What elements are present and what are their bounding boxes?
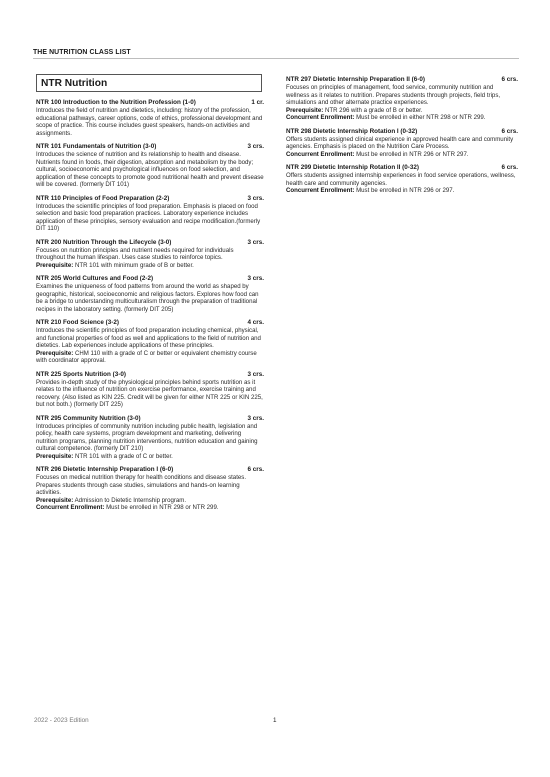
prerequisite-text: CHM 110 with a grade of C or better or equivalent chemistry course with coordinator approval. (36, 349, 257, 364)
prerequisite-label: Prerequisite: (36, 496, 74, 504)
course-ntr-225 (36, 371, 264, 409)
course-ntr-299 (286, 164, 518, 195)
course-description: Introduces principles of community nutrition including public health, legislation and policy, health care systems, program development and marketing, delivering nutrition programs, planning nutrition interventions, nutrition education and gaining cultural competence. (formerly DIT 210) (36, 422, 258, 452)
page-header (33, 49, 519, 59)
prerequisite-label: Prerequisite: (36, 349, 74, 357)
footer-page-number: 1 (273, 717, 277, 724)
course-credits: 3 crs. (247, 275, 264, 282)
course-header (286, 128, 518, 136)
right-column (286, 76, 518, 201)
course-header (36, 275, 264, 283)
prerequisite-text: NTR 101 with a grade of C or better. (73, 452, 173, 460)
course-header (36, 371, 264, 379)
course-header (36, 239, 264, 247)
concurrent-text: Must be enrolled in NTR 296 or NTR 297. (354, 150, 469, 158)
course-title: NTR 297 Dietetic Internship Preparation II (6-0) (286, 76, 425, 83)
course-prerequisite (36, 453, 264, 461)
course-description: Offers students assigned clinical experience in approved health care and community agencies. Emphasis is placed on the Nutrition Care Process. (286, 135, 514, 150)
concurrent-text: Must be enrolled in NTR 298 or NTR 299. (104, 504, 219, 511)
concurrent-text: Must be enrolled in NTR 296 or 297. (354, 187, 455, 194)
course-concurrent-enrollment (286, 151, 518, 159)
course-prerequisite (36, 262, 264, 270)
concurrent-label: Concurrent Enrollment: (286, 150, 355, 158)
course-credits: 6 crs. (501, 127, 518, 135)
course-ntr-101 (36, 143, 264, 189)
section-title: NTR Nutrition (36, 74, 262, 92)
course-description: Offers students assigned internship experiences in food service operations, wellness, health care and community agencies. (286, 172, 516, 187)
course-header (36, 466, 264, 474)
concurrent-text: Must be enrolled in either NTR 298 or NTR 299. (354, 114, 486, 121)
prerequisite-label: Prerequisite: (36, 261, 74, 269)
prerequisite-text: Admission to Dietetic Internship program. (73, 496, 187, 504)
course-ntr-100 (36, 99, 264, 137)
course-concurrent-enrollment (286, 187, 518, 195)
course-header (36, 319, 264, 327)
course-title: NTR 299 Dietetic Internship Rotation II (0-32) (286, 164, 419, 171)
course-concurrent-enrollment (36, 504, 264, 512)
prerequisite-text: NTR 101 with minimum grade of B or better. (73, 261, 194, 269)
course-title: NTR 205 World Cultures and Food (2-2) (36, 275, 154, 282)
course-credits: 6 crs. (501, 76, 518, 83)
course-title: NTR 298 Dietetic Internship Rotation I (0-32) (286, 127, 418, 135)
course-credits: 1 cr. (251, 99, 264, 106)
course-title: NTR 200 Nutrition Through the Lifecycle (3-0) (36, 238, 172, 246)
course-title: NTR 110 Principles of Food Preparation (2-2) (36, 194, 170, 202)
course-ntr-200 (36, 239, 264, 270)
course-description: Examines the uniqueness of food patterns from around the world as shaped by geographic, historical, socioeconomic and religious factors. Explores how food can be a bridge to understanding multiculturalism through the preparation of traditional recipes in the laboratory setting. (formerly DIT 205) (36, 283, 259, 313)
prerequisite-text: NTR 296 with a grade of B or better. (323, 106, 423, 114)
course-description: Introduces the scientific principles of food preparation. Emphasis is placed on food selection and basic food preparation practices. Laboratory experience includes application of these principles, sensory evaluation and recipe modification.(formerly DIT 110) (36, 202, 261, 232)
course-credits: 3 crs. (247, 194, 264, 202)
prerequisite-label: Prerequisite: (286, 106, 324, 114)
course-header (36, 99, 264, 107)
course-title: NTR 210 Food Science (3-2) (36, 319, 119, 326)
course-credits: 4 crs. (247, 319, 264, 326)
course-header (286, 164, 518, 172)
prerequisite-label: Prerequisite: (36, 452, 74, 460)
course-ntr-296 (36, 466, 264, 512)
course-header (36, 415, 264, 423)
course-title: NTR 225 Sports Nutrition (3-0) (36, 370, 126, 378)
course-description: Introduces the scientific principles of food preparation including chemical, physical, and functional properties of food as well and applications to the field of nutrition and dietetics. Lab experiences include applications of these principles. (36, 327, 261, 349)
concurrent-label: Concurrent Enrollment: (286, 114, 355, 121)
course-ntr-205 (36, 275, 264, 313)
course-title: NTR 295 Community Nutrition (3-0) (36, 414, 141, 422)
footer-edition: 2022 - 2023 Edition (34, 717, 89, 724)
course-title: NTR 296 Dietetic Internship Preparation I (6-0) (36, 466, 174, 473)
course-description: Provides in-depth study of the physiological principles behind sports nutrition as it relates to the influence of nutrition on exercise performance, exercise training and recovery. (Also listed as KIN 225. Credit will be given for either NTR 225 or KIN 225, but not both.) (formerly DIT 225) (36, 378, 263, 408)
course-credits: 3 crs. (247, 414, 264, 422)
course-credits: 3 crs. (247, 143, 264, 150)
course-credits: 6 crs. (247, 466, 264, 473)
course-credits: 6 crs. (501, 164, 518, 171)
course-description: Introduces the field of nutrition and dietetics, including: history of the profession, educational pathways, career options, code of ethics, professional development and scope of practice. This course includes guest speakers, hands-on activities and assignments. (36, 107, 263, 137)
course-description: Focuses on nutrition principles and nutrient needs required for individuals throughout the human lifespan. Uses case studies to reinforce topics. (36, 246, 234, 261)
course-description: Focuses on medical nutrition therapy for health conditions and disease states. Prepares students through case studies, simulations and hands-on learning activities. (36, 474, 247, 496)
course-header (36, 195, 264, 203)
course-ntr-298 (286, 128, 518, 159)
course-ntr-110 (36, 195, 264, 233)
course-ntr-297 (286, 76, 518, 122)
course-prerequisite (36, 497, 264, 505)
course-prerequisite (36, 350, 264, 365)
course-ntr-295 (36, 415, 264, 461)
course-ntr-210 (36, 319, 264, 365)
course-description: Focuses on principles of management, food service, community nutrition and wellness as it relates to nutrition. Prepares students through projects, field trips, simulations and other alternate practice experiences. (286, 84, 501, 106)
left-column (36, 74, 264, 518)
course-title: NTR 100 Introduction to the Nutrition Profession (1-0) (36, 99, 196, 106)
course-credits: 3 crs. (247, 238, 264, 246)
concurrent-label: Concurrent Enrollment: (36, 504, 105, 511)
course-title: NTR 101 Fundamentals of Nutrition (3-0) (36, 143, 157, 150)
page-header-title: THE NUTRITION CLASS LIST (33, 49, 131, 56)
course-header (286, 76, 518, 84)
left-course-list (36, 99, 264, 512)
course-credits: 3 crs. (247, 370, 264, 378)
course-concurrent-enrollment (286, 114, 518, 122)
concurrent-label: Concurrent Enrollment: (286, 187, 355, 194)
course-description: Introduces the science of nutrition and its relationship to health and disease. Nutrients found in foods, their digestion, absorption and metabolism by the body; cultural, socioeconomic and psychological influences on food selection, and application of these concepts to promote good nutritional health and prevent disease will be covered. (formerly DIT 101) (36, 151, 264, 188)
course-header (36, 143, 264, 151)
course-prerequisite (286, 107, 518, 115)
